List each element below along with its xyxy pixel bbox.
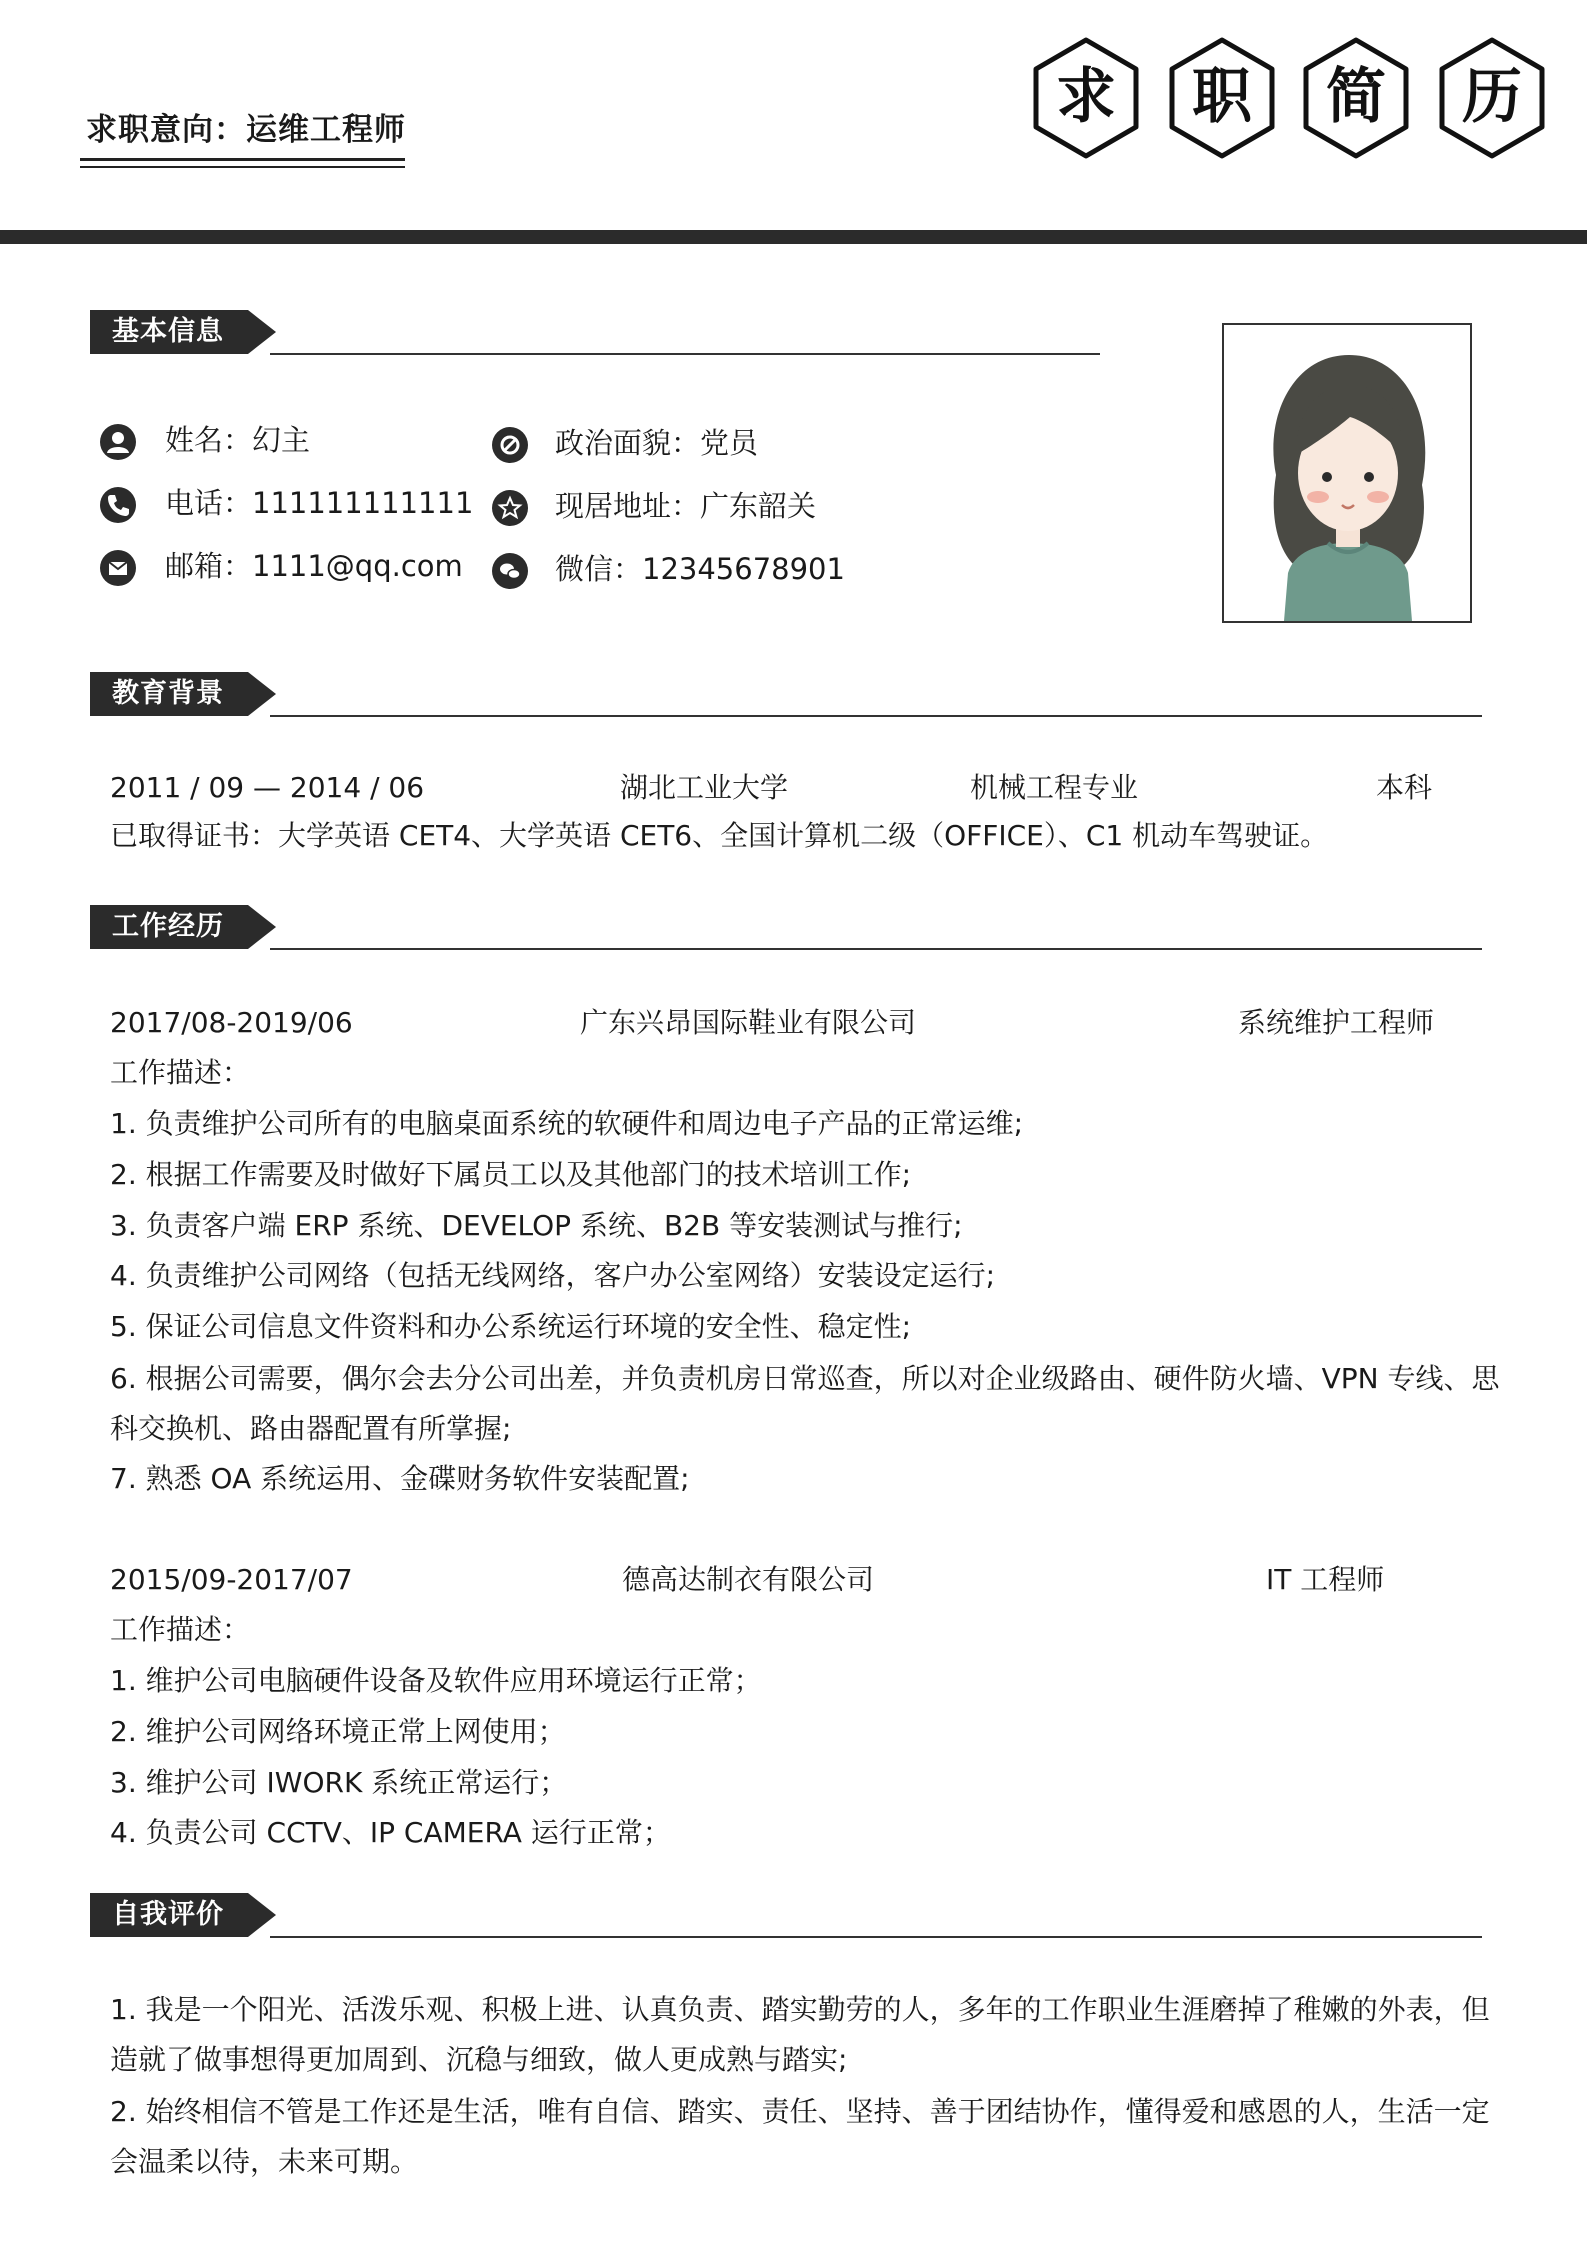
section-header-work	[90, 905, 280, 949]
job-company: 广东兴昂国际鞋业有限公司	[580, 1006, 917, 1039]
job-period: 2015/09-2017/07	[110, 1563, 353, 1596]
phone-icon	[100, 487, 136, 523]
job-period: 2017/08-2019/06	[110, 1006, 353, 1039]
info-politics: 政治面貌：党员	[555, 426, 759, 460]
job-company: 德高达制衣有限公司	[622, 1563, 875, 1596]
job-desc-item: 1. 负责维护公司所有的电脑桌面系统的软硬件和周边电子产品的正常运维;	[110, 1107, 1024, 1140]
badge-icon	[492, 427, 528, 463]
title-char: 历	[1462, 62, 1522, 132]
profile-photo	[1222, 323, 1472, 623]
job-desc-label: 工作描述：	[110, 1056, 251, 1089]
job-desc-item: 4. 负责公司 CCTV、IP CAMERA 运行正常；	[110, 1816, 671, 1849]
edu-certificates: 已取得证书：大学英语 CET4、大学英语 CET6、全国计算机二级（OFFICE）、C1 机动车驾驶证。	[110, 819, 1329, 852]
section-title: 工作经历	[112, 911, 224, 942]
title-char: 求	[1056, 62, 1116, 132]
title-hexagon-2	[1166, 36, 1278, 160]
star-icon	[492, 490, 528, 526]
title-hexagon-3	[1300, 36, 1412, 160]
info-email: 邮箱：1111@qq.com	[165, 549, 463, 583]
job-desc-item: 3. 维护公司 IWORK 系统正常运行；	[110, 1766, 568, 1799]
title-hexagon-4	[1436, 36, 1548, 160]
job-desc-item: 2. 根据工作需要及时做好下属员工以及其他部门的技术培训工作;	[110, 1158, 912, 1191]
self-eval-item: 1. 我是一个阳光、活泼乐观、积极上进、认真负责、踏实勤劳的人，多年的工作职业生涯磨掉了稚嫩的外表，但造就了做事想得更加周到、沉稳与细致，做人更成熟与踏实;	[110, 1993, 1490, 2076]
wechat-icon	[492, 553, 528, 589]
section-header-basic	[90, 310, 280, 354]
job-desc-item: 6. 根据公司需要，偶尔会去分公司出差，并负责机房日常巡查，所以对企业级路由、硬件防火墙、VPN 专线、思科交换机、路由器配置有所掌握;	[110, 1362, 1500, 1445]
job-desc-item: 2. 维护公司网络环境正常上网使用；	[110, 1715, 566, 1748]
email-icon	[100, 550, 136, 586]
job-desc-item: 4. 负责维护公司网络（包括无线网络，客户办公室网络）安装设定运行;	[110, 1259, 996, 1292]
job-position: IT 工程师	[1266, 1563, 1385, 1596]
title-hexagon-1	[1030, 36, 1142, 160]
job-desc-item: 5. 保证公司信息文件资料和办公系统运行环境的安全性、稳定性;	[110, 1310, 912, 1343]
header-divider-bar	[0, 230, 1587, 244]
section-rule	[270, 353, 1100, 355]
info-address: 现居地址：广东韶关	[555, 489, 817, 523]
edu-degree: 本科	[1376, 771, 1433, 804]
section-rule	[270, 1936, 1482, 1938]
title-char: 简	[1326, 62, 1386, 132]
title-underline-thin	[80, 166, 405, 168]
info-wechat: 微信：12345678901	[555, 552, 845, 586]
section-header-self	[90, 1893, 280, 1937]
section-rule	[270, 715, 1482, 717]
section-title: 基本信息	[112, 316, 224, 347]
section-header-education	[90, 672, 280, 716]
title-underline	[80, 158, 405, 161]
user-icon	[100, 424, 136, 460]
title-char: 职	[1192, 62, 1252, 132]
section-title: 教育背景	[112, 678, 224, 709]
edu-period: 2011 / 09 — 2014 / 06	[110, 771, 425, 804]
edu-school: 湖北工业大学	[620, 771, 789, 804]
edu-major: 机械工程专业	[970, 771, 1139, 804]
self-eval-item: 2. 始终相信不管是工作还是生活，唯有自信、踏实、责任、坚持、善于团结协作，懂得爱和感恩的人，生活一定会温柔以待，未来可期。	[110, 2095, 1490, 2178]
job-intent-title: 求职意向：运维工程师	[86, 112, 406, 148]
job-desc-item: 3. 负责客户端 ERP 系统、DEVELOP 系统、B2B 等安装测试与推行;	[110, 1209, 963, 1242]
job-desc-label: 工作描述：	[110, 1613, 251, 1646]
job-desc-item: 1. 维护公司电脑硬件设备及软件应用环境运行正常；	[110, 1664, 762, 1697]
info-name: 姓名：幻主	[165, 423, 311, 457]
job-position: 系统维护工程师	[1238, 1006, 1435, 1039]
section-rule	[270, 948, 1482, 950]
info-phone: 电话：111111111111	[165, 486, 474, 520]
section-title: 自我评价	[112, 1899, 224, 1930]
job-desc-item: 7. 熟悉 OA 系统运用、金碟财务软件安装配置;	[110, 1462, 690, 1495]
